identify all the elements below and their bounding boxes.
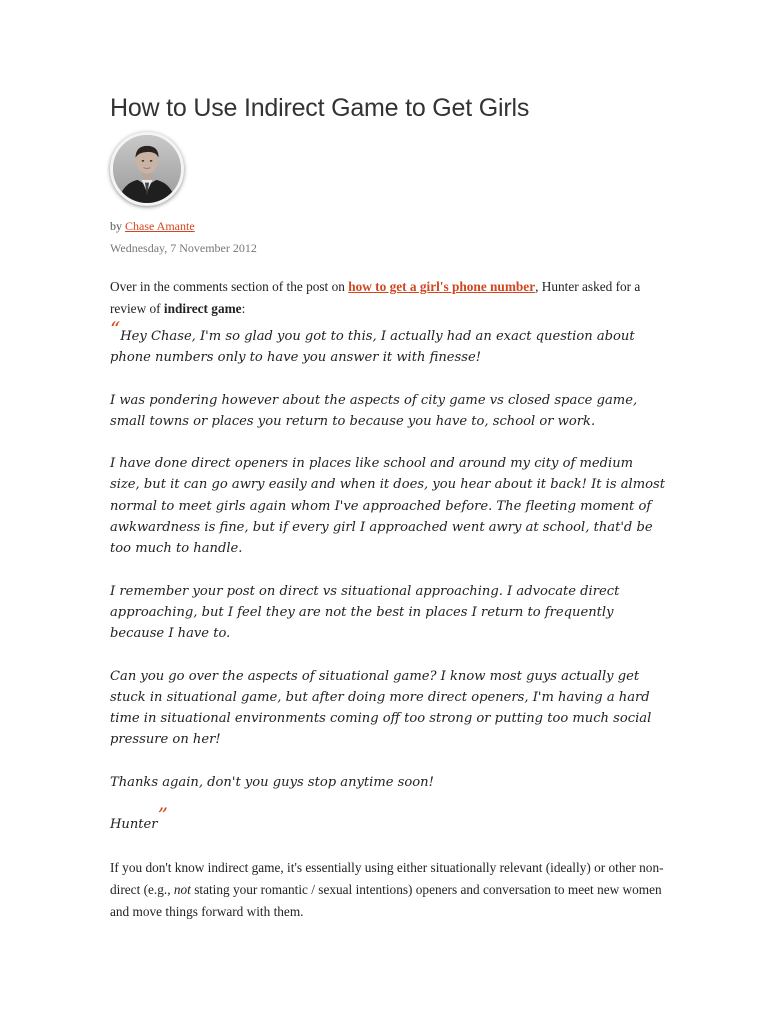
quote-signature-text: Hunter bbox=[110, 817, 158, 833]
close-quote-mark: ” bbox=[157, 803, 168, 828]
outro-emphasis: not bbox=[173, 882, 191, 898]
intro-text-before-link: Over in the comments section of the post on bbox=[110, 279, 349, 294]
quote-paragraph: I was pondering however about the aspects of city game vs closed space game, small towns or places you return to because you have to, school or work. bbox=[110, 392, 638, 429]
intro-bold-term: indirect game bbox=[163, 301, 242, 316]
post-date: Wednesday, 7 November 2012 bbox=[110, 241, 257, 255]
quote-paragraph: Can you go over the aspects of situational game? I know most guys actually get stuck in situational game, but after doing more direct openers, I'm having a hard time in situational environments coming off too strong or putting too much social pressure on her! bbox=[110, 668, 652, 748]
post-title: How to Use Indirect Game to Get Girls bbox=[110, 94, 530, 122]
quote-paragraph bbox=[110, 317, 665, 369]
outro-text-before-em: If you don't know indirect game, it's essentially using either situationally relevant (ideally) or other non-direct (e.g., bbox=[110, 860, 664, 898]
quote-paragraph: I have done direct openers in places like school and around my city of medium size, but it can go awry easily and when it does, you hear about it back! It is almost normal to meet girls again whom I've approached before. The fleeting moment of awkwardness is fine, but if every girl I approached went awry at school, that'd be too much to handle. bbox=[110, 456, 666, 557]
author-link[interactable]: Chase Amante bbox=[125, 219, 195, 233]
intro-text-after-link: , Hunter asked for a review of bbox=[110, 279, 641, 316]
author-avatar bbox=[110, 132, 184, 206]
byline bbox=[110, 218, 665, 234]
quote-signature bbox=[110, 803, 665, 835]
quote-paragraph-text: Hey Chase, I'm so glad you got to this, I actually had an exact question about phone numbers only to have you answer it with finesse! bbox=[110, 329, 635, 366]
quote-paragraph: Thanks again, don't you guys stop anytime soon! bbox=[110, 774, 434, 790]
outro-text-after-em: stating your romantic / sexual intentions) openers and conversation to meet new women and move things forward with them. bbox=[110, 882, 662, 920]
intro-text-end: : bbox=[241, 301, 246, 316]
open-quote-mark: “ bbox=[110, 317, 121, 341]
quote-paragraph: I remember your post on direct vs situational approaching. I advocate direct approaching, but I feel they are not the best in places I return to frequently because I have to. bbox=[110, 583, 620, 642]
intro-paragraph bbox=[110, 276, 665, 320]
article bbox=[110, 92, 665, 923]
byline-prefix: by bbox=[110, 219, 125, 233]
blockquote bbox=[110, 317, 666, 835]
phone-number-post-link[interactable]: how to get a girl's phone number bbox=[348, 279, 536, 294]
author-photo bbox=[113, 135, 181, 203]
outro-paragraph bbox=[110, 857, 665, 923]
